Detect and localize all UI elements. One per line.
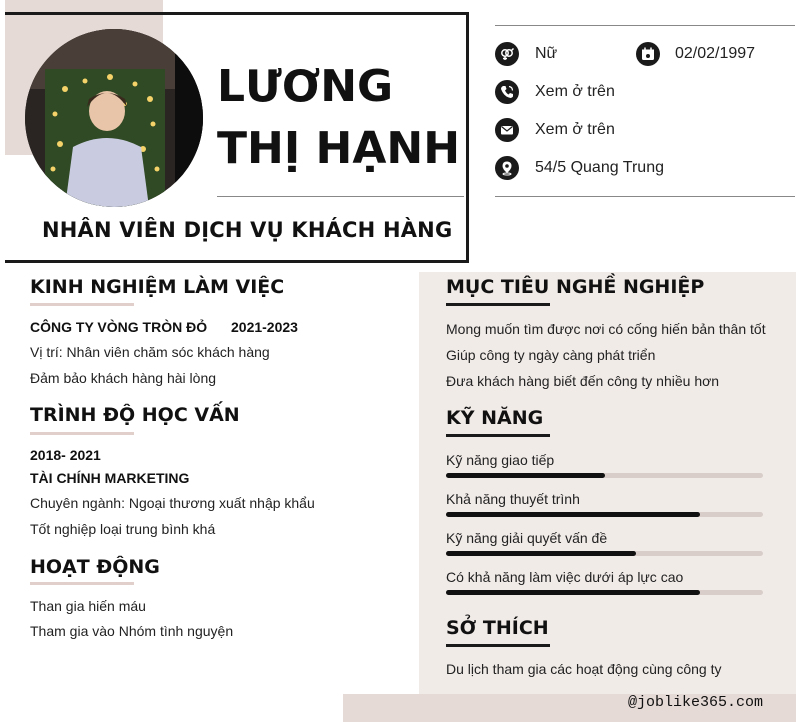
objective-underline (446, 303, 550, 306)
avatar (25, 29, 203, 207)
education-result: Tốt nghiệp loại trung bình khá (30, 521, 216, 537)
experience-company: CÔNG TY VÒNG TRÒN ĐỎ (30, 319, 208, 335)
hobbies-title: SỞ THÍCH (446, 617, 549, 639)
phone-text: Xem ở trên (535, 83, 615, 100)
education-underline (30, 432, 134, 435)
education-major: Chuyên ngành: Ngoại thương xuất nhập khẩu (30, 495, 315, 511)
info-divider-bottom (495, 196, 795, 197)
name-divider (217, 196, 464, 197)
phone-icon (495, 80, 519, 104)
avatar-photo (25, 29, 203, 207)
skill-bar-fill (446, 473, 605, 478)
skill-label: Kỹ năng giải quyết vấn đề (446, 530, 608, 546)
activities-title: HOẠT ĐỘNG (30, 556, 160, 578)
gender-text: Nữ (535, 45, 558, 62)
hobby-item: Du lịch tham gia các hoạt động cùng công ty (446, 661, 722, 677)
skills-title: KỸ NĂNG (446, 407, 544, 429)
objective-title: MỤC TIÊU NGHỀ NGHIỆP (446, 276, 705, 298)
watermark: @joblike365.com (628, 694, 764, 711)
name-line-2: THỊ HẠNH (217, 123, 461, 174)
skills-underline (446, 434, 550, 437)
education-title: TRÌNH ĐỘ HỌC VẤN (30, 404, 240, 426)
experience-position: Vị trí: Nhân viên chăm sóc khách hàng (30, 344, 270, 360)
skill-bar (446, 551, 763, 556)
skill-label: Có khả năng làm việc dưới áp lực cao (446, 569, 684, 585)
experience-title: KINH NGHIỆM LÀM VIỆC (30, 276, 285, 298)
skill-bar (446, 473, 763, 478)
education-school: TÀI CHÍNH MARKETING (30, 470, 190, 486)
skill-bar (446, 512, 763, 517)
hobbies-underline (446, 644, 550, 647)
education-period: 2018- 2021 (30, 447, 101, 463)
skill-bar (446, 590, 763, 595)
name-line-1: LƯƠNG (217, 61, 394, 112)
skill-bar-fill (446, 590, 700, 595)
birthdate-text: 02/02/1997 (675, 45, 756, 62)
activity-item: Than gia hiến máu (30, 598, 146, 614)
experience-underline (30, 303, 134, 306)
skill-label: Kỹ năng giao tiếp (446, 452, 555, 468)
address-text: 54/5 Quang Trung (535, 159, 664, 176)
skill-label: Khả năng thuyết trình (446, 491, 580, 507)
job-title: NHÂN VIÊN DỊCH VỤ KHÁCH HÀNG (42, 218, 453, 242)
experience-period: 2021-2023 (231, 319, 298, 335)
activities-underline (30, 582, 134, 585)
activity-item: Tham gia vào Nhóm tình nguyện (30, 623, 234, 639)
experience-duty: Đảm bảo khách hàng hài lòng (30, 370, 217, 386)
skill-bar-fill (446, 512, 700, 517)
email-text: Xem ở trên (535, 121, 615, 138)
location-icon (495, 156, 519, 180)
objective-item: Giúp công ty ngày càng phát triển (446, 347, 656, 363)
gender-icon (495, 42, 519, 66)
email-icon (495, 118, 519, 142)
info-divider-top (495, 25, 795, 26)
objective-item: Đưa khách hàng biết đến công ty nhiều hơn (446, 373, 720, 389)
skill-bar-fill (446, 551, 636, 556)
objective-item: Mong muốn tìm được nơi có cống hiến bản thân tốt (446, 321, 766, 337)
calendar-icon (636, 42, 660, 66)
